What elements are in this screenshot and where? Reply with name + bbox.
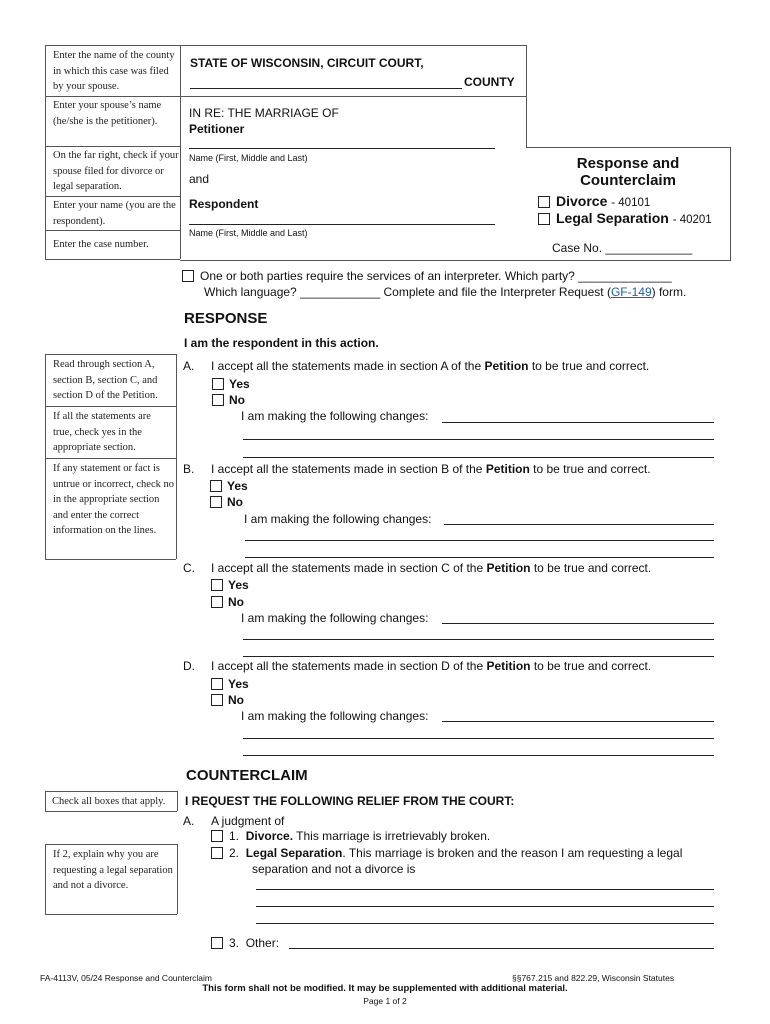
judgment-letter: A. [183, 814, 195, 828]
relief-separation-text-2: separation and not a divorce is [252, 862, 416, 876]
relief-other-field[interactable] [289, 948, 714, 949]
section-c-no-label: No [228, 595, 244, 609]
relief-other-item [229, 936, 279, 950]
section-c-text-end: to be true and correct. [530, 561, 652, 575]
section-c-changes-line-2[interactable] [243, 639, 714, 640]
section-d-yes-label: Yes [228, 677, 249, 691]
section-d-text-end: to be true and correct. [530, 659, 652, 673]
section-d-no-checkbox[interactable] [211, 694, 223, 706]
section-c-no-checkbox[interactable] [211, 596, 223, 608]
petitioner-name-field[interactable] [189, 148, 495, 149]
legal-separation-code: - 40201 [672, 214, 712, 226]
divorce-option [556, 193, 650, 209]
section-c-changes-line-3[interactable] [243, 656, 714, 657]
section-b-petition: Petition [485, 462, 530, 476]
form-title [540, 155, 716, 189]
section-c-text: I accept all the statements made in section C of the [211, 561, 487, 575]
hint-your-name: Enter your name (you are the respondent). [53, 200, 176, 227]
section-d-no-label: No [228, 693, 244, 707]
relief-divorce-text: This marriage is irretrievably broken. [293, 829, 491, 843]
section-d-letter: D. [183, 659, 195, 673]
court-line: STATE OF WISCONSIN, CIRCUIT COURT, [190, 56, 424, 70]
relief-separation-label: Legal Separation [245, 846, 343, 860]
section-d-changes-line-1[interactable] [442, 721, 714, 722]
section-c-petition: Petition [486, 561, 531, 575]
section-c-statement [211, 561, 651, 575]
counterclaim-heading: COUNTERCLAIM [186, 767, 308, 784]
hint-untrue: If any statement or fact is untrue or incorrect, check no in the appropriate section and enter the correct information on the lines. [53, 463, 174, 536]
section-b-no-checkbox[interactable] [210, 496, 222, 508]
section-c-changes-line-1[interactable] [442, 623, 714, 624]
section-c-letter: C. [183, 561, 195, 575]
response-heading: RESPONSE [184, 310, 268, 327]
section-a-statement [211, 359, 649, 373]
section-c-yes-checkbox[interactable] [211, 579, 223, 591]
petitioner-label: Petitioner [189, 122, 245, 136]
interpreter-form-text: ) form. [651, 285, 687, 299]
section-d-changes-label: I am making the following changes: [241, 709, 429, 723]
relief-divorce-label: Divorce. [245, 829, 294, 843]
form-title-line-2: Counterclaim [580, 172, 676, 189]
relief-divorce-item [229, 829, 490, 843]
footer-page-number: Page 1 of 2 [363, 996, 407, 1006]
section-b-yes-label: Yes [227, 479, 248, 493]
section-a-yes-label: Yes [229, 377, 250, 391]
section-b-changes-line-2[interactable] [245, 540, 714, 541]
section-c-changes-label: I am making the following changes: [241, 611, 429, 625]
section-c-yes-label: Yes [228, 578, 249, 592]
section-b-changes-line-3[interactable] [245, 557, 714, 558]
section-a-letter: A. [183, 359, 195, 373]
county-field[interactable] [190, 88, 462, 89]
section-a-no-label: No [229, 393, 245, 407]
hint-explain: If 2, explain why you are requesting a legal separation and not a divorce. [53, 849, 173, 891]
section-d-statement [211, 659, 651, 673]
relief-divorce-checkbox[interactable] [211, 830, 223, 842]
hint-read-sections: Read through section A, section B, section C, and section D of the Petition. [53, 359, 158, 401]
section-d-changes-line-3[interactable] [243, 755, 714, 756]
hint-spouse: Enter your spouse’s name (he/she is the petitioner). [53, 100, 162, 127]
section-b-changes-line-1[interactable] [444, 524, 714, 525]
and-label: and [189, 172, 210, 186]
section-a-no-checkbox[interactable] [212, 394, 224, 406]
gf-149-link[interactable]: GF-149 [610, 285, 652, 299]
respondent-name-field[interactable] [189, 224, 495, 225]
footer-statutes: §§767.215 and 822.29, Wisconsin Statutes [512, 973, 675, 983]
section-d-changes-line-2[interactable] [243, 738, 714, 739]
divorce-label: Divorce [556, 193, 608, 209]
judgment-label: A judgment of [211, 814, 285, 828]
case-no-field[interactable]: Case No. _____________ [552, 241, 693, 255]
county-label: COUNTY [464, 75, 515, 89]
section-b-text-end: to be true and correct. [529, 462, 651, 476]
hint-check-all: Check all boxes that apply. [52, 796, 166, 807]
relief-separation-text: . This marriage is broken and the reason I am requesting a legal [342, 846, 683, 860]
divorce-checkbox[interactable] [538, 196, 550, 208]
response-subheading: I am the respondent in this action. [184, 336, 379, 350]
section-d-petition: Petition [486, 659, 531, 673]
section-a-changes-line-3[interactable] [243, 457, 714, 458]
relief-other-number: 3. [229, 936, 240, 950]
form-title-line-1: Response and [576, 155, 680, 172]
section-a-petition: Petition [484, 359, 529, 373]
separation-reason-line-2[interactable] [256, 906, 714, 907]
divorce-code: - 40101 [611, 197, 651, 209]
hint-far-right: On the far right, check if your spouse filed for divorce or legal separation. [53, 150, 179, 192]
section-b-text: I accept all the statements made in section B of the [211, 462, 486, 476]
hint-county: Enter the name of the county in which this case was filed by your spouse. [53, 50, 175, 92]
interpreter-line-1: One or both parties require the services of an interpreter. Which party? ______________ [200, 269, 672, 283]
section-a-changes-label: I am making the following changes: [241, 409, 429, 423]
interpreter-language-text: Which language? ____________ Complete and file the Interpreter Request ( [204, 285, 611, 299]
respondent-label: Respondent [189, 197, 259, 211]
section-b-yes-checkbox[interactable] [210, 480, 222, 492]
section-a-yes-checkbox[interactable] [212, 378, 224, 390]
hint-all-true: If all the statements are true, check yes in the appropriate section. [53, 411, 151, 453]
in-re-label: IN RE: THE MARRIAGE OF [189, 106, 339, 120]
counterclaim-subheading: I REQUEST THE FOLLOWING RELIEF FROM THE COURT: [185, 794, 515, 808]
section-b-letter: B. [183, 462, 195, 476]
relief-separation-item [229, 846, 682, 860]
relief-separation-checkbox[interactable] [211, 847, 223, 859]
section-b-changes-label: I am making the following changes: [244, 512, 432, 526]
separation-reason-line-3[interactable] [256, 923, 714, 924]
name-caption-respondent: Name (First, Middle and Last) [189, 228, 308, 238]
interpreter-checkbox[interactable] [182, 270, 194, 282]
hint-case-number: Enter the case number. [53, 239, 149, 250]
section-a-text-end: to be true and correct. [528, 359, 650, 373]
section-d-yes-checkbox[interactable] [211, 678, 223, 690]
legal-separation-checkbox[interactable] [538, 213, 550, 225]
footer-form-id: FA-4113V, 05/24 Response and Counterclaim [40, 973, 213, 983]
section-a-changes-line-1[interactable] [442, 422, 714, 423]
relief-separation-number: 2. [229, 846, 240, 860]
legal-separation-label: Legal Separation [556, 210, 669, 226]
relief-other-label: Other: [245, 936, 280, 950]
section-a-text: I accept all the statements made in section A of the [211, 359, 485, 373]
section-b-statement [211, 462, 651, 476]
section-a-changes-line-2[interactable] [243, 439, 714, 440]
interpreter-line-2 [204, 285, 686, 299]
section-d-text: I accept all the statements made in section D of the [211, 659, 487, 673]
relief-divorce-number: 1. [229, 829, 240, 843]
name-caption-petitioner: Name (First, Middle and Last) [189, 153, 308, 163]
relief-other-checkbox[interactable] [211, 937, 223, 949]
legal-separation-option [556, 210, 712, 226]
section-b-no-label: No [227, 495, 243, 509]
separation-reason-line-1[interactable] [256, 889, 714, 890]
footer-notice: This form shall not be modified. It may be supplemented with additional material. [202, 983, 568, 994]
